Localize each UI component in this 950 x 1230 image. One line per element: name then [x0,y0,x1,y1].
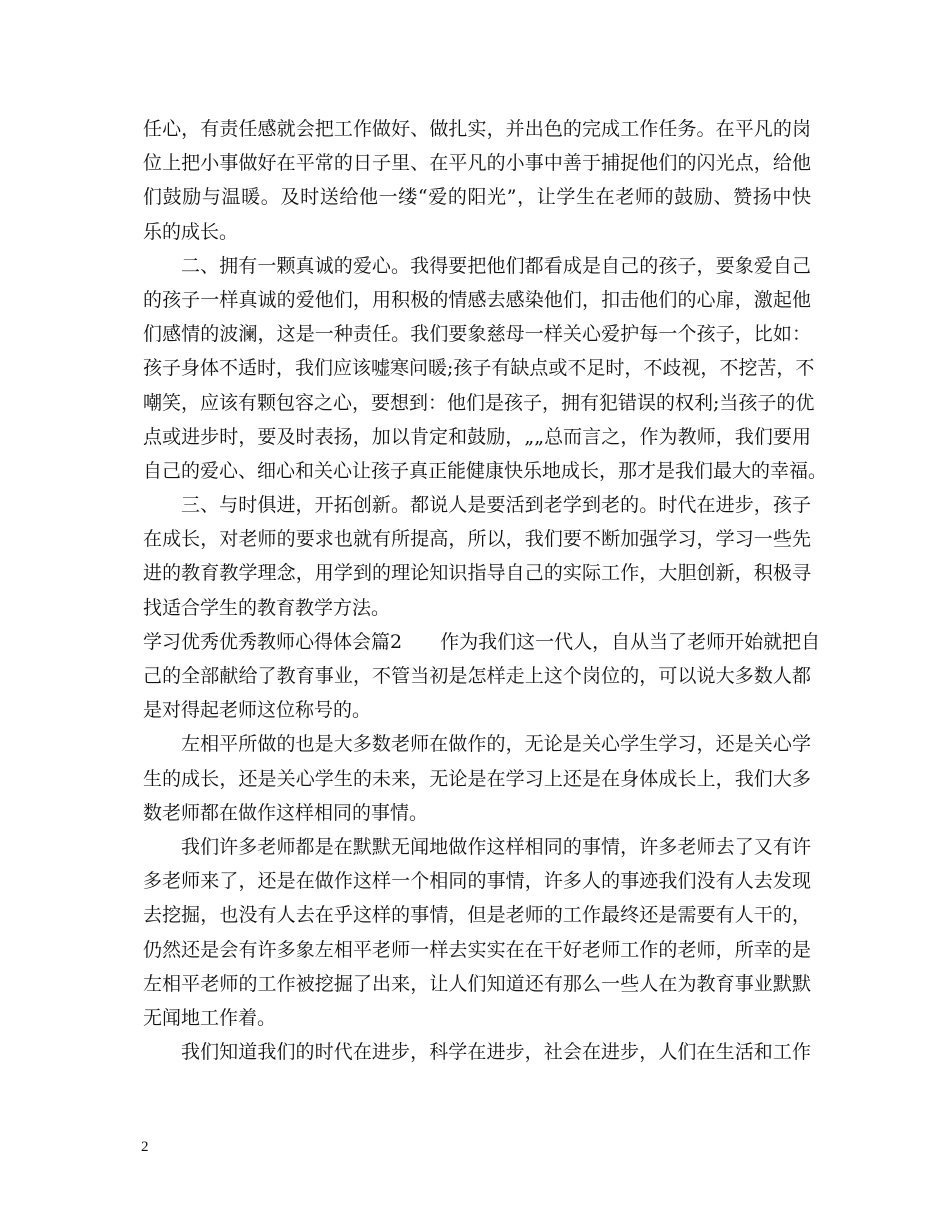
text-line: 们鼓励与温暖。及时送给他一缕“爱的阳光”，让学生在老师的鼓励、赞扬中快 [143,186,811,209]
page-number: 2 [141,1139,149,1155]
text-line: 点或进步时，要及时表扬，加以肯定和鼓励，„„总而言之，作为教师，我们要用 [143,425,811,448]
text-line: 任心，有责任感就会把工作做好、做扎实，并出色的完成工作任务。在平凡的岗 [143,118,811,140]
text-line: 去挖掘，也没有人去在乎这样的事情，但是老师的工作最终还是需要有人干的， [143,904,811,927]
text-line: 的孩子一样真诚的爱他们，用积极的情感去感染他们，扣击他们的心扉，激起他 [143,288,811,311]
text-line: 左相平老师的工作被挖掘了出来，让人们知道还有那么一些人在为教育事业默默 [143,972,811,995]
text-line: 生的成长，还是关心学生的未来，无论是在学习上还是在身体成长上，我们大多 [143,767,811,790]
text-line: 多老师来了，还是在做作这样一个相同的事情，许多人的事迹我们没有人去发现 [143,870,811,893]
text-line: 数老师都在做作这样相同的事情。 [143,801,429,824]
text-line: 仍然还是会有许多象左相平老师一样去实实在在干好老师工作的老师，所幸的是 [143,938,811,961]
text-line: 乐的成长。 [143,220,239,243]
text-line: 无闻地工作着。 [143,1006,277,1029]
text-line: 二、拥有一颗真诚的爱心。我得要把他们都看成是自己的孩子，要象爱自己 [181,254,811,277]
body-text [143,112,828,1069]
text-line: 我们知道我们的时代在进步，科学在进步，社会在进步，人们在生活和工作 [181,1041,811,1064]
section-2-first-line [143,625,821,659]
text-line: 们感情的波澜，这是一种责任。我们要象慈母一样关心爱护每一个孩子，比如： [143,323,811,346]
section-heading: 学习优秀优秀教师心得体会篇2 [143,630,403,653]
text-line: 孩子身体不适时，我们应该嘘寒问暖;孩子有缺点或不足时，不歧视，不挖苦，不 [143,357,815,380]
text-line: 三、与时俱进，开拓创新。都说人是要活到老学到老的。时代在进步，孩子 [181,494,811,517]
text-line: 在成长，对老师的要求也就有所提高，所以，我们要不断加强学习，学习一些先 [143,528,811,551]
text-line: 左相平所做的也是大多数老师在做作的，无论是关心学生学习，还是关心学 [181,733,811,756]
text-line: 嘲笑，应该有颗包容之心，要想到：他们是孩子，拥有犯错误的权利;当孩子的优 [143,391,815,414]
text-line: 找适合学生的教育教学方法。 [143,596,391,619]
section-2-text [143,659,811,1069]
section-1-text [143,112,828,625]
text-line: 进的教育教学理念，用学到的理论知识指导自己的实际工作，大胆创新，积极寻 [143,562,811,585]
text-line: 我们许多老师都是在默默无闻地做作这样相同的事情，许多老师去了又有许 [181,835,811,858]
section-2-opening-text: 作为我们这一代人，自从当了老师开始就把自 [440,630,821,653]
text-line: 自己的爱心、细心和关心让孩子真正能健康快乐地成长，那才是我们最大的幸福。 [143,459,828,482]
text-line: 是对得起老师这位称号的。 [143,699,372,722]
text-line: 己的全部献给了教育事业，不管当初是怎样走上这个岗位的，可以说大多数人都 [143,665,811,687]
text-line: 位上把小事做好在平常的日子里、在平凡的小事中善于捕捉他们的闪光点，给他 [143,152,811,175]
